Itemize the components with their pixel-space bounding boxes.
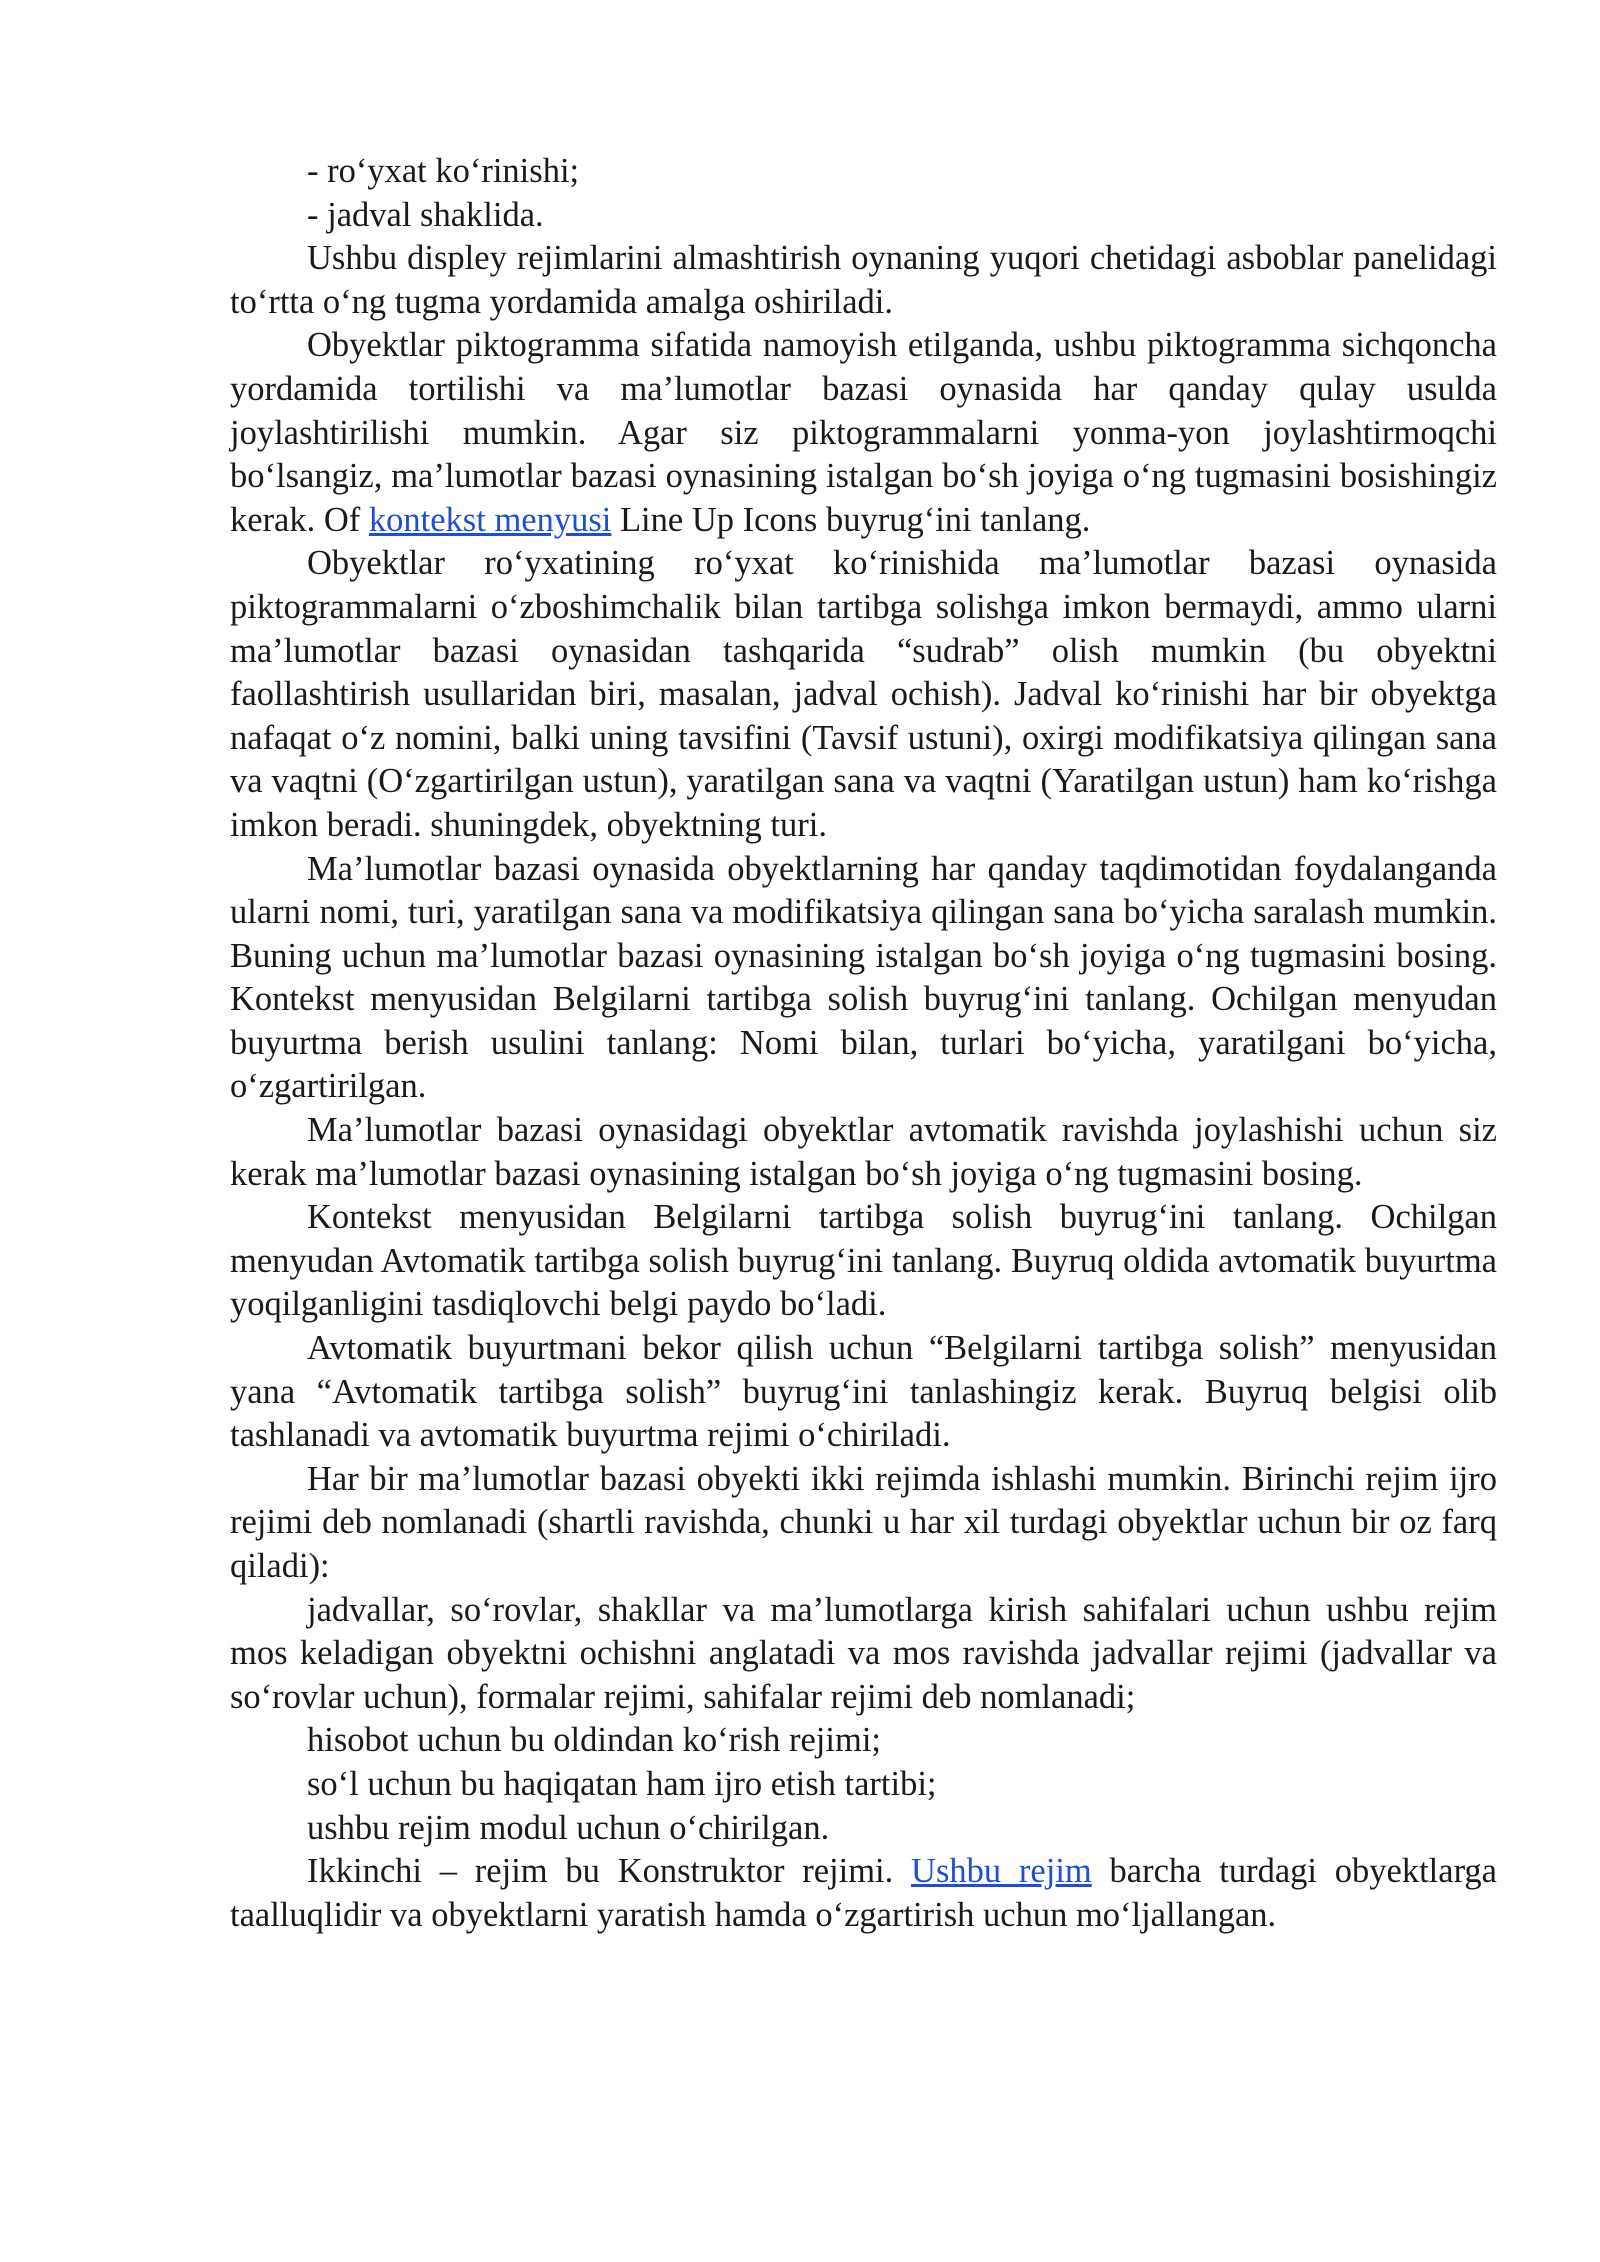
paragraph-text: barcha turdagi obyektlarga taalluqlidir va obyektlarni yaratish hamda o‘zgartirish uchun mo‘ljallangan. <box>230 1852 1497 1934</box>
paragraph-sorting <box>230 848 1497 1110</box>
paragraph-text: so‘l uchun bu haqiqatan ham ijro etish tartibi; <box>307 1764 937 1803</box>
list-item-table-view <box>230 194 1497 238</box>
paragraph-text: Ma’lumotlar bazasi oynasidagi obyektlar avtomatik ravishda joylashishi uchun siz kerak ma’lumotlar bazasi oynasining istalgan bo‘sh joyiga o‘ng tugmasini bosing. <box>230 1111 1497 1193</box>
document-page <box>230 150 1497 1937</box>
paragraph-display-modes <box>230 237 1497 324</box>
paragraph-module <box>230 1807 1497 1851</box>
paragraph-tables-queries <box>230 1589 1497 1720</box>
paragraph-design-mode <box>230 1850 1497 1937</box>
list-item-list-view <box>230 150 1497 194</box>
paragraph-report <box>230 1719 1497 1763</box>
paragraph-cancel-auto-arrange <box>230 1327 1497 1458</box>
paragraph-text: Kontekst menyusidan Belgilarni tartibga solish buyrug‘ini tanlang. Ochilgan menyudan Avtomatik tartibga solish buyrug‘ini tanlang. Buyruq oldida avtomatik buyurtma yoqilganligini tasdiqlovchi belgi paydo bo‘ladi. <box>230 1198 1497 1324</box>
paragraph-text: Line Up Icons buyrug‘ini tanlang. <box>611 500 1091 539</box>
paragraph-text: Obyektlar ro‘yxatining ro‘yxat ko‘rinishida ma’lumotlar bazasi oynasida piktogrammalarni o‘zboshimchalik bilan tartibga solishga imkon bermaydi, ammo ularni ma’lumotlar bazasi oynasidan tashqarida “sudrab” olish mumkin (bu obyektni faollashtirish usullaridan biri, masalan, jadval ochish). Jadval ko‘rinishi har bir obyektga nafaqat o‘z nomini, balki uning tavsifini (Tavsif ustuni), oxirgi modifikatsiya qilingan sana va vaqtni (O‘zgartirilgan ustun), yaratilgan sana va vaqtni (Yaratilgan ustun) ham ko‘rishga imkon beradi. shuningdek, obyektning turi. <box>230 544 1497 844</box>
paragraph-auto-arrange <box>230 1109 1497 1196</box>
context-menu-link[interactable]: kontekst menyusi <box>368 500 612 539</box>
paragraph-object-modes <box>230 1458 1497 1589</box>
paragraph-text: jadvallar, so‘rovlar, shakllar va ma’lumotlarga kirish sahifalari uchun ushbu rejim mos keladigan obyektni ochishni anglatadi va mos ravishda jadvallar rejimi (jadvallar va so‘rovlar uchun), formalar rejimi, sahifalar rejimi deb nomlanadi; <box>230 1590 1497 1716</box>
paragraph-text: - jadval shaklida. <box>307 195 544 234</box>
paragraph-icons <box>230 324 1497 542</box>
paragraph-text: Obyektlar piktogramma sifatida namoyish etilganda, ushbu piktogramma sichqoncha yordamida tortilishi va ma’lumotlar bazasi oynasida har qanday qulay usulda joylashtirilishi mumkin. Agar siz piktogrammalarni yonma-yon joylashtirmoqchi bo‘lsangiz, ma’lumotlar bazasi oynasining istalgan bo‘sh joyiga o‘ng tugmasini bosishingiz kerak. Of <box>230 326 1497 539</box>
paragraph-text: hisobot uchun bu oldindan ko‘rish rejimi; <box>307 1721 881 1760</box>
paragraph-text: Ma’lumotlar bazasi oynasida obyektlarning har qanday taqdimotidan foydalanganda ularni nomi, turi, yaratilgan sana va modifikatsiya qilingan sana bo‘yicha saralash mumkin. Buning uchun ma’lumotlar bazasi oynasining istalgan bo‘sh joyiga o‘ng tugmasini bosing. Kontekst menyusidan Belgilarni tartibga solish buyrug‘ini tanlang. Ochilgan menyudan buyurtma berish usulini tanlang: Nomi bilan, turlari bo‘yicha, yaratilgani bo‘yicha, o‘zgartirilgan. <box>230 849 1497 1106</box>
paragraph-text: Avtomatik buyurtmani bekor qilish uchun “Belgilarni tartibga solish” menyusidan yana “Avtomatik tartibga solish” buyrug‘ini tanlashingiz kerak. Buyruq belgisi olib tashlanadi va avtomatik buyurtma rejimi o‘chiriladi. <box>230 1329 1497 1455</box>
paragraph-macro <box>230 1763 1497 1807</box>
paragraph-auto-arrange-steps <box>230 1196 1497 1327</box>
paragraph-list-view <box>230 542 1497 847</box>
paragraph-text: Ikkinchi – rejim bu Konstruktor rejimi. <box>307 1852 912 1891</box>
paragraph-text: Har bir ma’lumotlar bazasi obyekti ikki rejimda ishlashi mumkin. Birinchi rejim ijro rejimi deb nomlanadi (shartli ravishda, chunki u har xil turdagi obyektlar uchun bir oz farq qiladi): <box>230 1459 1497 1585</box>
paragraph-text: Ushbu displey rejimlarini almashtirish oynaning yuqori chetidagi asboblar panelidagi to‘rtta o‘ng tugma yordamida amalga oshiriladi. <box>230 239 1497 321</box>
paragraph-text: ushbu rejim modul uchun o‘chirilgan. <box>307 1808 830 1847</box>
this-mode-link[interactable]: Ushbu rejim <box>911 1852 1092 1891</box>
paragraph-text: - ro‘yxat ko‘rinishi; <box>307 152 580 190</box>
